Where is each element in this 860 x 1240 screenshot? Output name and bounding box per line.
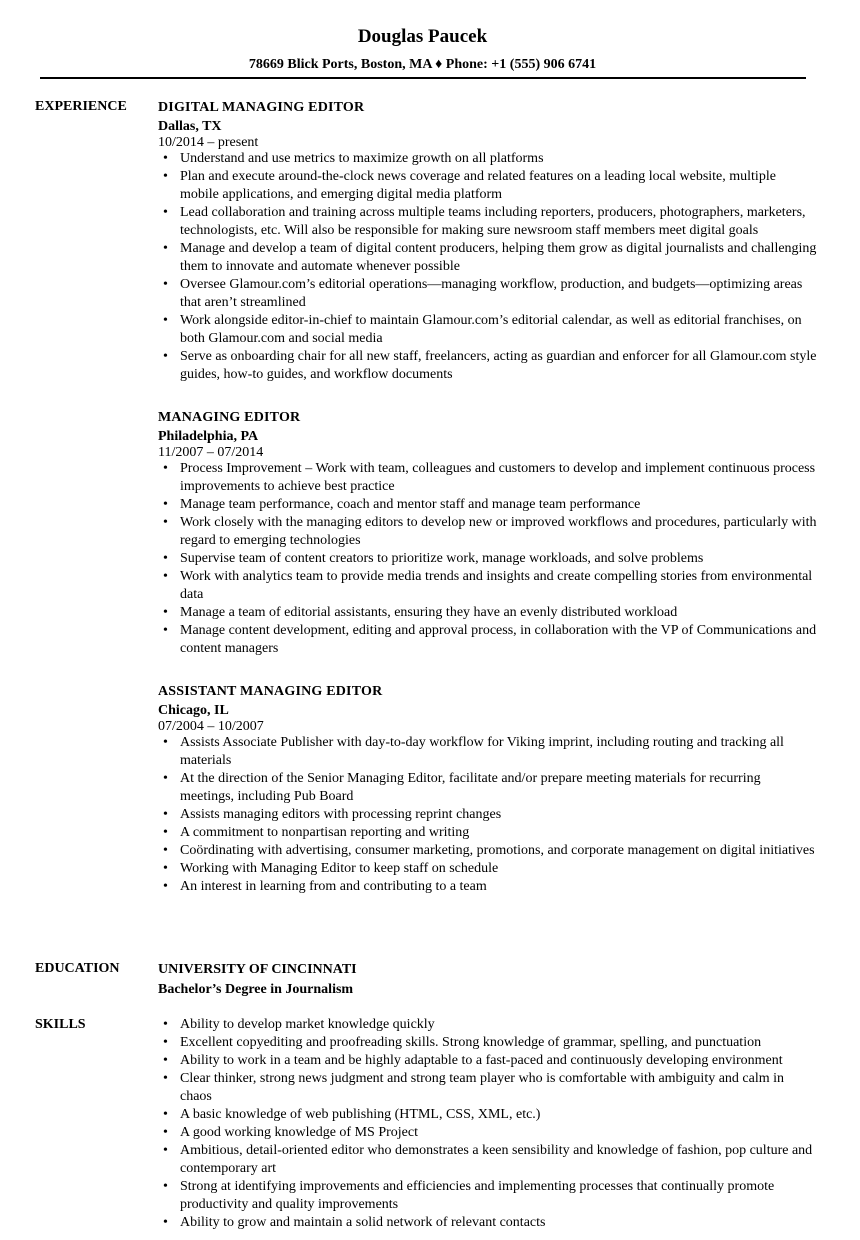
header-divider xyxy=(40,77,806,79)
skill-item: • Excellent copyediting and proofreading skills. Strong knowledge of grammar, spelling, and punctuation xyxy=(158,1034,818,1052)
skill-item: • Clear thinker, strong news judgment and strong team player who is comfortable with ambiguity and calm in chaos xyxy=(158,1070,818,1106)
job-title: ASSISTANT MANAGING EDITOR xyxy=(158,684,383,699)
job-bullet: • Manage a team of editorial assistants, ensuring they have an evenly distributed workload xyxy=(158,604,818,622)
job-location: Chicago, IL xyxy=(158,703,229,718)
section-label-education: EDUCATION xyxy=(35,961,120,976)
job-bullet: • Oversee Glamour.com’s editorial operations—managing workflow, production, and budgets—optimizing areas that aren’t streamlined xyxy=(158,276,818,312)
skill-item: • Ambitious, detail-oriented editor who demonstrates a keen sensibility and knowledge of fashion, pop culture and contemporary art xyxy=(158,1142,818,1178)
school-name: UNIVERSITY OF CINCINNATI xyxy=(158,962,357,977)
skill-item: • Strong at identifying improvements and efficiencies and implementing processes that continually promote productivity and quality improvements xyxy=(158,1178,818,1214)
contact-line: 78669 Blick Ports, Boston, MA ♦ Phone: +1 (555) 906 6741 xyxy=(248,57,597,72)
skills-list xyxy=(158,1016,818,1232)
job-bullet: • Plan and execute around-the-clock news coverage and related features on a leading local website, multiple mobile applications, and emerging digital media platform xyxy=(158,168,818,204)
job-bullet: • At the direction of the Senior Managing Editor, facilitate and/or prepare meeting materials for recurring meetings, including Pub Board xyxy=(158,770,818,806)
skill-item: • Ability to develop market knowledge quickly xyxy=(158,1016,818,1034)
job-bullet: • Working with Managing Editor to keep staff on schedule xyxy=(158,860,818,878)
job-bullet: • Work with analytics team to provide media trends and insights and create compelling stories from environmental data xyxy=(158,568,818,604)
job-bullet: • An interest in learning from and contributing to a team xyxy=(158,878,818,896)
job-bullet: • Manage and develop a team of digital content producers, helping them grow as digital journalists and challenging them to innovate and automate whenever possible xyxy=(158,240,818,276)
skill-item: • A basic knowledge of web publishing (HTML, CSS, XML, etc.) xyxy=(158,1106,818,1124)
job-bullet: • Assists managing editors with processing reprint changes xyxy=(158,806,818,824)
job-bullet: • Supervise team of content creators to prioritize work, manage workloads, and solve problems xyxy=(158,550,818,568)
job-dates: 11/2007 – 07/2014 xyxy=(158,445,264,460)
section-label-skills: SKILLS xyxy=(35,1017,86,1032)
job-bullet: • Manage content development, editing and approval process, in collaboration with the VP of Communications and content managers xyxy=(158,622,818,658)
education-body xyxy=(158,960,818,1000)
job-bullet: • Understand and use metrics to maximize growth on all platforms xyxy=(158,150,818,168)
job-bullet: • Work alongside editor-in-chief to maintain Glamour.com’s editorial calendar, as well as editorial franchises, on both Glamour.com and social media xyxy=(158,312,818,348)
job-bullet: • A commitment to nonpartisan reporting and writing xyxy=(158,824,818,842)
job-dates: 07/2004 – 10/2007 xyxy=(158,719,264,734)
skill-item: • A good working knowledge of MS Project xyxy=(158,1124,818,1142)
job-bullets xyxy=(158,460,818,658)
job-bullet: • Work closely with the managing editors to develop new or improved workflows and procedures, particularly with regard to emerging technologies xyxy=(158,514,818,550)
candidate-name: Douglas Paucek xyxy=(357,26,488,47)
job-bullet: • Coördinating with advertising, consumer marketing, promotions, and corporate management on digital initiatives xyxy=(158,842,818,860)
job-title: MANAGING EDITOR xyxy=(158,410,301,425)
experience-body xyxy=(158,98,818,920)
job-title: DIGITAL MANAGING EDITOR xyxy=(158,100,365,115)
skills-body xyxy=(158,1016,818,1232)
job-bullet: • Lead collaboration and training across multiple teams including reporters, producers, photographers, marketers, technologists, etc. Will also be responsible for making sure newsroom staff members meet digital goals xyxy=(158,204,818,240)
job-location: Dallas, TX xyxy=(158,119,222,134)
job-bullets xyxy=(158,150,818,384)
job-bullets xyxy=(158,734,818,896)
skill-item: • Ability to work in a team and be highly adaptable to a fast-paced and continuously developing environment xyxy=(158,1052,818,1070)
skill-item: • Ability to grow and maintain a solid network of relevant contacts xyxy=(158,1214,818,1232)
job-bullet: • Assists Associate Publisher with day-to-day workflow for Viking imprint, including routing and tracking all materials xyxy=(158,734,818,770)
job-entry xyxy=(158,408,818,658)
resume-header xyxy=(0,25,845,74)
job-bullet: • Process Improvement – Work with team, colleagues and customers to develop and implement continuous process improvements to achieve best practice xyxy=(158,460,818,496)
job-location: Philadelphia, PA xyxy=(158,429,259,444)
job-bullet: • Serve as onboarding chair for all new staff, freelancers, acting as guardian and enforcer for all Glamour.com style guides, how-to guides, and workflow documents xyxy=(158,348,818,384)
degree-name: Bachelor’s Degree in Journalism xyxy=(158,982,354,997)
job-dates: 10/2014 – present xyxy=(158,135,259,150)
job-bullet: • Manage team performance, coach and mentor staff and manage team performance xyxy=(158,496,818,514)
job-entry xyxy=(158,682,818,896)
section-label-experience: EXPERIENCE xyxy=(35,99,127,114)
job-entry xyxy=(158,98,818,384)
